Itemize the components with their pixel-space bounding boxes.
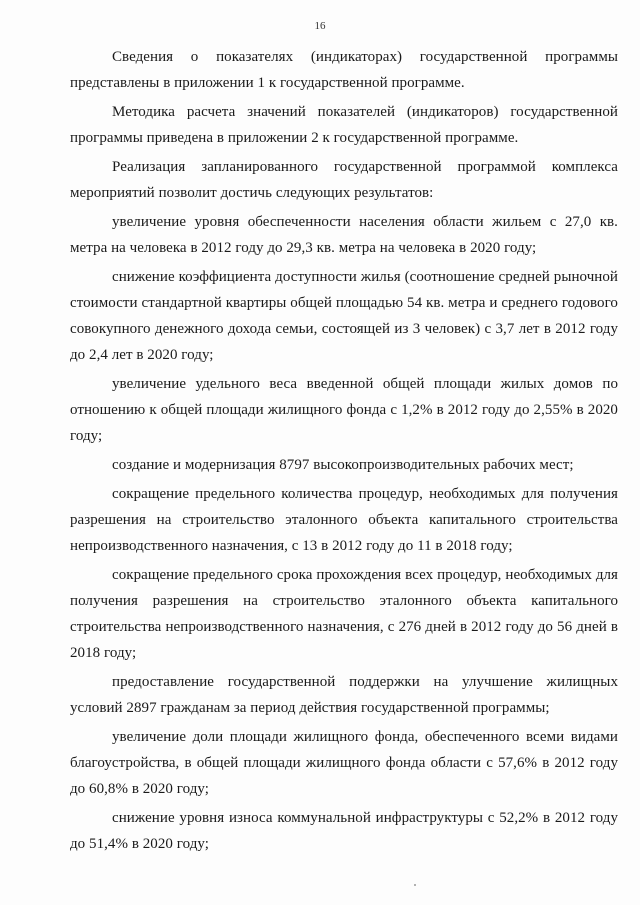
paragraph-methodology: Методика расчета значений показателей (индикаторов) государственной программы приведена в приложении 2 к государственной программе. — [70, 104, 618, 146]
paragraph-jobs: создание и модернизация 8797 высокопроизводительных рабочих мест; — [112, 457, 574, 473]
paragraph-infrastructure-wear: снижение уровня износа коммунальной инфраструктуры с 52,2% в 2012 году до 51,4% в 2020 году; — [70, 810, 618, 852]
paragraph-state-support: предоставление государственной поддержки на улучшение жилищных условий 2897 гражданам за период действия государственной программы; — [70, 674, 618, 716]
paragraph-amenities-share: увеличение доли площади жилищного фонда, обеспеченного всеми видами благоустройства, в общей площади жилищного фонда области с 57,6% в 2012 году до 60,8% в 2020 году; — [70, 729, 618, 797]
page-number: 16 — [314, 20, 326, 32]
paragraph-results-intro: Реализация запланированного государственной программой комплекса мероприятий позволит достичь следующих результатов: — [70, 159, 618, 201]
paragraph-indicators-info: Сведения о показателях (индикаторах) государственной программы представлены в приложении 1 к государственной программе. — [70, 49, 618, 91]
paragraph-procedures-count: сокращение предельного количества процедур, необходимых для получения разрешения на строительство эталонного объекта капитального строительства непроизводственного назначения, с 13 в 2012 году до 11 в 2018 году; — [70, 486, 618, 554]
scan-speck — [414, 884, 416, 886]
paragraph-procedures-duration: сокращение предельного срока прохождения всех процедур, необходимых для получения разрешения на строительство эталонного объекта капитального строительства непроизводственного назначения, с 276 дней в 2012 году до 56 дней в 2018 году; — [70, 567, 618, 661]
paragraph-housing-provision: увеличение уровня обеспеченности населения области жильем с 27,0 кв. метра на человека в 2012 году до 29,3 кв. метра на человека в 2020 году; — [70, 214, 618, 256]
paragraph-housing-share: увеличение удельного веса введенной общей площади жилых домов по отношению к общей площади жилищного фонда с 1,2% в 2012 году до 2,55% в 2020 году; — [70, 376, 618, 444]
document-body — [70, 44, 618, 857]
paragraph-housing-affordability: снижение коэффициента доступности жилья (соотношение средней рыночной стоимости стандартной квартиры общей площадью 54 кв. метра и среднего годового совокупного денежного дохода семьи, состоящей из 3 человек) с 3,7 лет в 2012 году до 2,4 лет в 2020 году; — [70, 269, 618, 363]
